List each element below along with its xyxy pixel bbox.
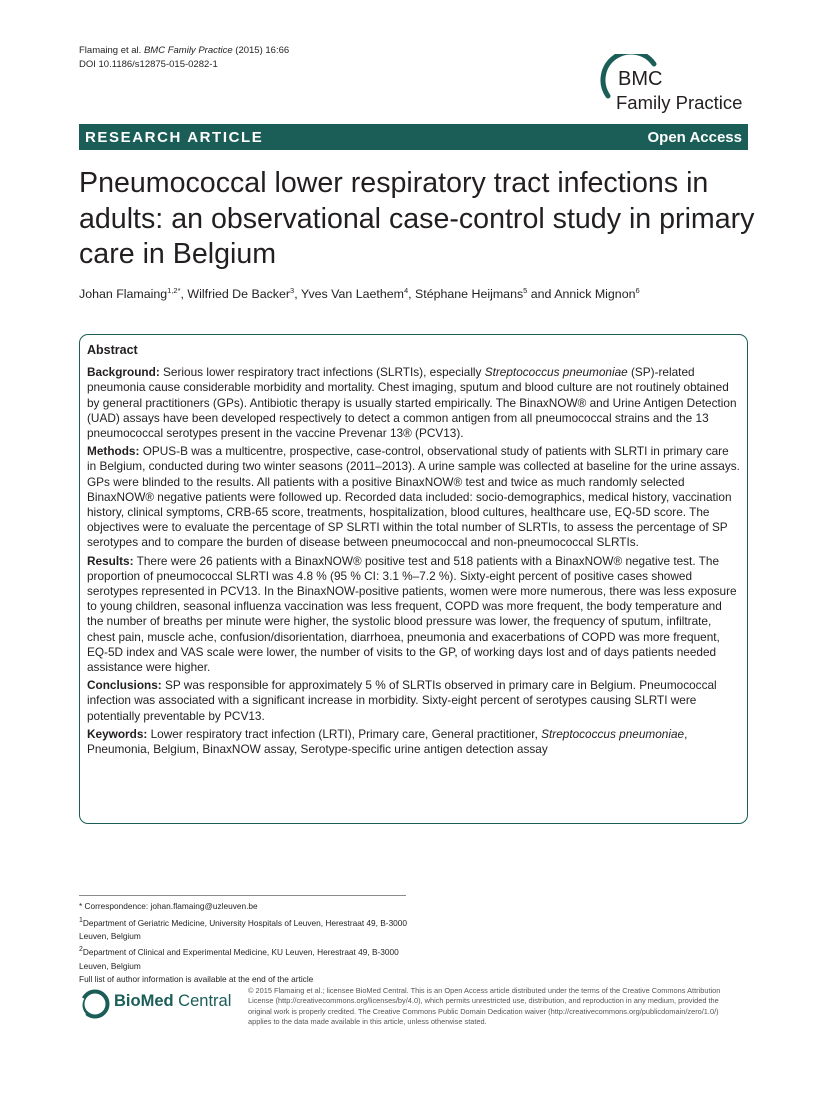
keywords-text-1: Lower respiratory tract infection (LRTI), Primary care, General practitioner, (147, 726, 542, 741)
article-title: Pneumococcal lower respiratory tract infections in adults: an observational case-control study in primary care in Belgium (79, 167, 755, 270)
biomed-central-logo (79, 988, 239, 1020)
abstract-methods (87, 444, 740, 550)
abstract-keywords (87, 727, 740, 757)
citation-journal: BMC Family Practice (143, 45, 233, 56)
author-list (79, 286, 640, 301)
abstract-box (79, 334, 748, 824)
journal-logo-bmc: BMC (618, 68, 663, 90)
open-access-label: Open Access (647, 128, 742, 146)
author-name: Wilfried De Backer (187, 287, 291, 302)
footnote-divider (79, 895, 406, 896)
affiliation-2-sup: 2 (79, 946, 83, 954)
journal-logo (598, 54, 758, 116)
biomed-central-ring-icon (79, 988, 111, 1020)
keywords-text-2: , Pneumonia, Belgium, BinaxNOW assay, Serotype-specific urine antigen detection assay (87, 726, 688, 757)
author-info-note: Full list of author information is available at the end of the article (79, 974, 314, 985)
license-statement: © 2015 Flamaing et al.; licensee BioMed Central. This is an Open Access article distributed under the terms of the Creative Commons Attribution License (http://creativecommons.org/licenses/by/4.0), which permits unrestricted use, distribution, and reproduction in any medium, provided the original work is properly credited. The Creative Commons Public Domain Dedication waiver (http://creativecommons.org/publicdomain/zero/1.0/) applies to the data made available in this article, unless otherwise stated. (248, 986, 721, 1027)
affiliation-1-sup: 1 (79, 916, 83, 924)
results-label: Results: (87, 553, 134, 568)
author-separator: and (527, 287, 555, 302)
abstract-heading: Abstract (87, 343, 138, 357)
author-affiliation-sup: 3 (290, 286, 295, 295)
biomed-central-wordmark (114, 992, 231, 1011)
author-affiliation-sup: 6 (635, 286, 640, 295)
affiliation-1 (79, 914, 419, 944)
methods-label: Methods: (87, 444, 140, 459)
author-affiliation-sup: 4 (403, 286, 409, 295)
background-label: Background: (87, 365, 160, 380)
background-italic: Streptococcus pneumoniae (484, 365, 628, 380)
author-separator: , (294, 287, 301, 302)
citation-authors: Flamaing et al. (79, 45, 142, 56)
abstract-conclusions (87, 678, 740, 724)
methods-text: OPUS-B was a multicentre, prospective, case-control, observational study of patients with SLRTI in primary care in Belgium, conducted during two winter seasons (2011–2013). A urine sample was collected at baseline for the urine assays. GPs were blinded to the results. All patients with a positive BinaxNOW® test and twice as much randomly selected BinaxNOW® negative patients were followed up. Recorded data included: socio-demographics, medical history, vaccination history, clinical symptoms, CRB-65 score, treatments, hospitalization, blood cultures, healthcare use, EQ-5D score. The objectives were to evaluate the percentage of SP SLRTI within the total number of SLRTIs, to assess the percentage of SP serotypes and to compare the burden of disease between pneumococcal and non-pneumococcal SLRTIs. (87, 444, 740, 550)
abstract-background (87, 365, 740, 441)
conclusions-text: SP was responsible for approximately 5 % of SLRTIs observed in primary care in Belgium. Pneumococcal infection was associated with a significant increase in morbidity. Sixty-eight percent of serotypes causing SLRTI were potentially preventable by PCV13. (87, 678, 717, 723)
footnotes (79, 900, 419, 987)
journal-logo-name: Family Practice (616, 92, 743, 113)
author-name: Annick Mignon (554, 287, 636, 302)
keywords-italic: Streptococcus pneumoniae (541, 726, 685, 741)
conclusions-label: Conclusions: (87, 678, 162, 693)
central-word: Central (173, 992, 232, 1010)
correspondence-note: * Correspondence: johan.flamaing@uzleuven.be (79, 901, 258, 911)
biomed-word: BioMed (114, 992, 174, 1010)
citation-line (79, 44, 289, 58)
author-name: Yves Van Laethem (300, 287, 404, 302)
results-text: There were 26 patients with a BinaxNOW® positive test and 518 patients with a BinaxNOW® negative test. The proportion of pneumococcal SLRTI was 4.8 % (95 % CI: 3.1 %–7.2 %). Sixty-eight percent of positive cases showed serotypes represented in PCV13. In the BinaxNOW-positive patients, women were more numerous, there was less exposure to young children, seasonal influenza vaccination was less frequent, COPD was more frequent, the body temperature and the number of breaths per minute were higher, the systolic blood pressure was lower, the frequency of sputum, infiltrate, chest pain, muscle ache, confusion/disorientation, diarrhoea, pneumonia and exacerbations of COPD was more frequent, EQ-5D index and VAS scale were lower, the number of visits to the GP, of working days lost and of days patients needed assistance were higher. (87, 553, 737, 675)
affiliation-2-text: Department of Clinical and Experimental Medicine, KU Leuven, Herestraat 49, B-3000 Leuven, Belgium (79, 947, 399, 971)
author-name: Johan Flamaing (79, 287, 168, 302)
background-text-1: Serious lower respiratory tract infections (SLRTIs), especially (159, 365, 485, 380)
author-affiliation-sup: 1,2* (167, 286, 181, 295)
author-separator: , (180, 287, 188, 302)
abstract-results (87, 554, 740, 676)
author-separator: , (408, 287, 416, 302)
author-name: Stéphane Heijmans (415, 287, 524, 302)
keywords-label: Keywords: (87, 726, 148, 741)
citation-doi: DOI 10.1186/s12875-015-0282-1 (79, 59, 218, 70)
author-affiliation-sup: 5 (523, 286, 528, 295)
affiliation-2 (79, 943, 419, 973)
article-type-label: RESEARCH ARTICLE (85, 128, 264, 146)
affiliation-1-text: Department of Geriatric Medicine, University Hospitals of Leuven, Herestraat 49, B-3000 Leuven, Belgium (79, 917, 408, 941)
background-text-2: (SP)-related pneumonia cause considerable morbidity and mortality. Chest imaging, sputum and blood culture are not routinely obtained by general practitioners (GPs). Antibiotic therapy is usually started empirically. The BinaxNOW® and Urine Antigen Detection (UAD) assays have been developed respectively to detect a common antigen from all pneumococcal strains and the 13 pneumococcal serotypes present in the vaccine Prevenar 13® (PCV13). (87, 365, 737, 441)
article-type-banner (79, 124, 748, 150)
citation-volume: (2015) 16:66 (235, 45, 290, 56)
citation-header (79, 44, 289, 72)
